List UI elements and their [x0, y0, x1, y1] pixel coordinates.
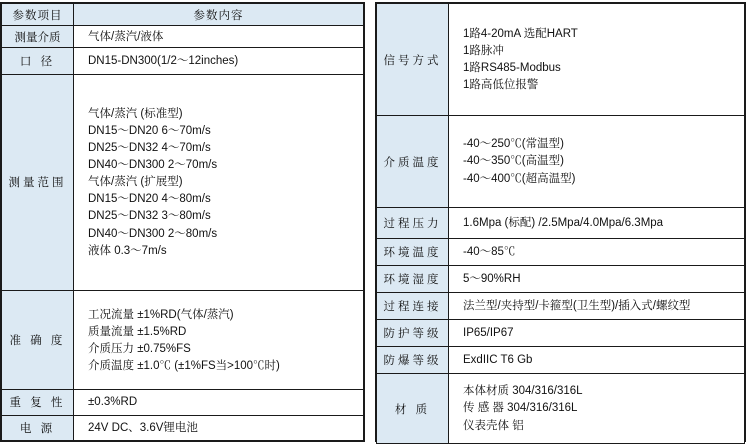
table-row	[2, 74, 364, 290]
left-spec-table	[1, 3, 364, 441]
table-row	[377, 116, 745, 208]
accuracy-line: 工况流量 ±1%RD(气体/蒸汽)	[88, 308, 234, 321]
row-label-ambient-humidity: 环境湿度	[377, 266, 449, 293]
range-line: DN40～DN300 2～70m/s	[88, 159, 218, 172]
signal-line: 1路脉冲	[463, 44, 504, 57]
row-label-ambient-temp: 环境温度	[377, 239, 449, 266]
row-label-diameter: 口 径	[2, 48, 74, 74]
table-row	[377, 239, 745, 266]
row-label-explosion-proof: 防爆等级	[377, 347, 449, 374]
row-value-medium-temp	[449, 116, 745, 208]
row-value-diameter: DN15-DN300(1/2～12inches)	[74, 48, 364, 74]
material-line: 仪表壳体 铝	[463, 419, 524, 432]
table-row	[2, 415, 364, 440]
signal-line: 1路高低位报警	[463, 79, 539, 92]
left-spec-panel	[0, 2, 365, 442]
table-row	[2, 48, 364, 74]
table-row	[377, 208, 745, 239]
range-line: DN25～DN32 3～80m/s	[88, 210, 211, 223]
material-line: 本体材质 304/316/316L	[463, 385, 583, 398]
range-line: 气体/蒸汽 (扩展型)	[88, 176, 183, 189]
row-label-protection-class: 防护等级	[377, 320, 449, 347]
row-value-process-pressure: 1.6Mpa (标配) /2.5Mpa/4.0Mpa/6.3Mpa	[449, 208, 745, 239]
column-header-item: 参数项目	[2, 4, 74, 26]
table-row	[2, 291, 364, 390]
right-spec-panel	[375, 2, 746, 442]
accuracy-line: 质量流量 ±1.5%RD	[88, 325, 187, 338]
row-label-process-connection: 过程连接	[377, 293, 449, 320]
right-spec-table	[376, 3, 745, 444]
row-value-accuracy	[74, 291, 364, 390]
material-line: 传 感 器 304/316/316L	[463, 402, 578, 415]
table-row	[377, 347, 745, 374]
row-value-medium: 气体/蒸汽/液体	[74, 26, 364, 48]
range-line: DN25～DN32 4～70m/s	[88, 142, 211, 155]
column-header-content: 参数内容	[74, 4, 364, 26]
row-value-range	[74, 74, 364, 290]
row-value-power: 24V DC、3.6V锂电池	[74, 415, 364, 440]
signal-line: 1路RS485-Modbus	[463, 62, 561, 74]
table-header-row	[2, 4, 364, 26]
row-value-ambient-temp: -40～85℃	[449, 239, 745, 266]
row-label-range: 测量范围	[2, 74, 74, 290]
row-value-repeatability: ±0.3%RD	[74, 390, 364, 415]
row-value-protection-class: IP65/IP67	[449, 320, 745, 347]
row-label-signal: 信号方式	[377, 4, 449, 116]
row-value-signal	[449, 4, 745, 116]
range-line: DN15～DN20 4～80m/s	[88, 193, 211, 206]
row-label-power: 电 源	[2, 415, 74, 440]
row-value-explosion-proof: ExdIIC T6 Gb	[449, 347, 745, 374]
row-label-medium-temp: 介质温度	[377, 116, 449, 208]
range-line: DN40～DN300 2～80m/s	[88, 227, 218, 240]
table-row	[377, 293, 745, 320]
row-label-material: 材 质	[377, 374, 449, 444]
medium-temp-line: -40～250℃(常温型)	[463, 138, 564, 151]
accuracy-line: 介质压力 ±0.75%FS	[88, 342, 191, 355]
row-value-process-connection: 法兰型/夹持型/卡箍型(卫生型)/插入式/螺纹型	[449, 293, 745, 320]
table-row	[377, 374, 745, 444]
row-label-process-pressure: 过程压力	[377, 208, 449, 239]
table-row	[377, 4, 745, 116]
medium-temp-line: -40～350℃(高温型)	[463, 155, 564, 168]
range-line: 液体 0.3～7m/s	[88, 244, 167, 257]
row-value-material	[449, 374, 745, 444]
table-row	[377, 320, 745, 347]
range-line: DN15～DN20 6～70m/s	[88, 125, 211, 138]
signal-line: 1路4-20mA 选配HART	[463, 27, 578, 40]
row-label-accuracy: 准 确 度	[2, 291, 74, 390]
table-row	[2, 390, 364, 415]
medium-temp-line: -40～400℃(超高温型)	[463, 172, 576, 185]
table-row	[2, 26, 364, 48]
range-line: 气体/蒸汽 (标准型)	[88, 108, 183, 121]
table-row	[377, 266, 745, 293]
accuracy-line: 介质温度 ±1.0℃ (±1%FS当>100℃时)	[88, 359, 280, 372]
row-value-ambient-humidity: 5～90%RH	[449, 266, 745, 293]
row-label-medium: 测量介质	[2, 26, 74, 48]
row-label-repeatability: 重 复 性	[2, 390, 74, 415]
